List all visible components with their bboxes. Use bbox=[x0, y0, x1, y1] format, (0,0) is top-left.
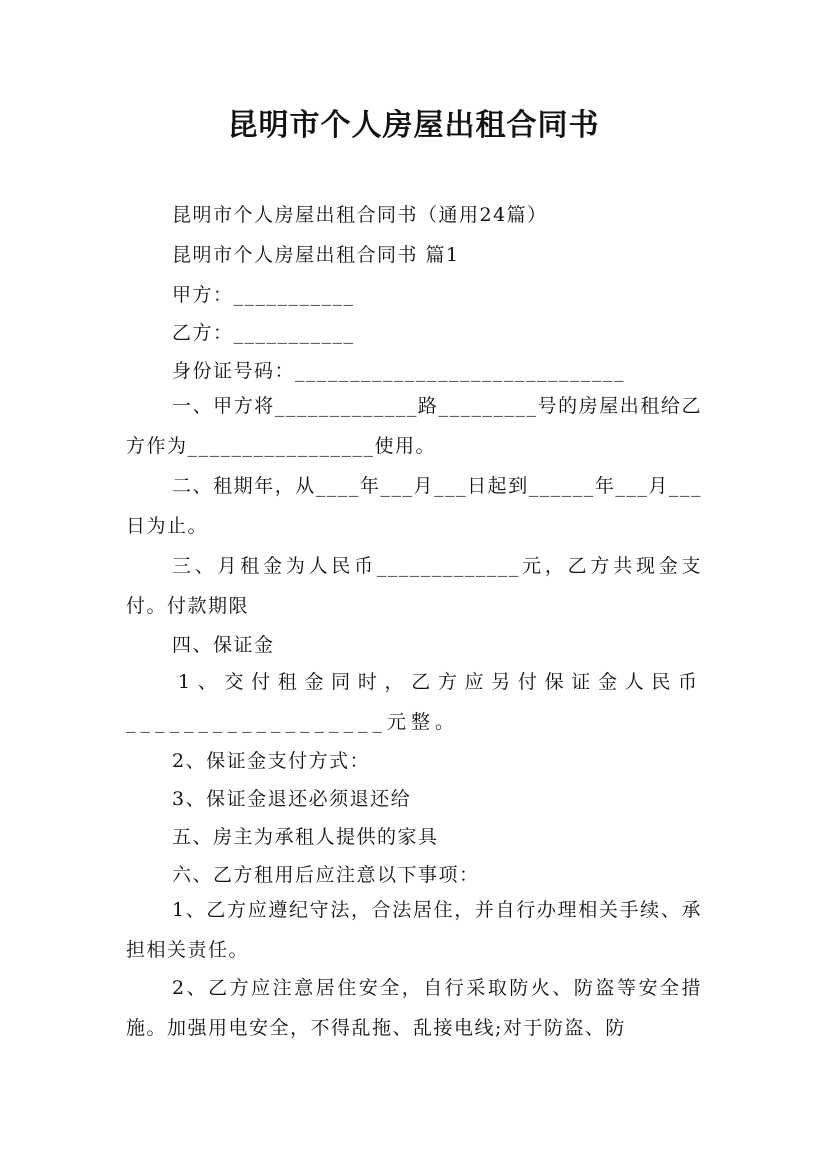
subtitle-line: 昆明市个人房屋出租合同书（通用24篇） bbox=[172, 204, 548, 226]
clause-4-heading: 四、保证金 bbox=[172, 634, 275, 656]
notice-item-2: 2、乙方应注意居住安全，自行采取防火、防盗等安全措施。加强用电安全，不得乱拖、乱接电线;对于防盗、防 bbox=[126, 977, 702, 1039]
notice-item-1: 1、乙方应遵纪守法，合法居住，并自行办理相关手续、承担相关责任。 bbox=[126, 899, 702, 961]
clause-1: 一、甲方将_____________路_________号的房屋出租给乙方作为_________________使用。 bbox=[126, 395, 702, 457]
party-b-line: 乙方：___________ bbox=[172, 322, 355, 344]
clause-2: 二、租期年，从____年___月___日起到______年___月___日为止。 bbox=[126, 475, 702, 537]
deposit-item-2: 2、保证金支付方式： bbox=[172, 750, 371, 772]
clause-5: 五、房主为承租人提供的家具 bbox=[172, 826, 439, 848]
id-number-line: 身份证号码：______________________________ bbox=[172, 360, 626, 382]
party-a-line: 甲方：___________ bbox=[172, 284, 355, 306]
section-heading: 昆明市个人房屋出租合同书 篇1 bbox=[172, 244, 460, 266]
clause-6-heading: 六、乙方租用后应注意以下事项： bbox=[172, 864, 480, 886]
document-title: 昆明市个人房屋出租合同书 bbox=[227, 108, 600, 143]
deposit-item-1: 1、交付租金同时，乙方应另付保证金人民币__________________元整。 bbox=[126, 671, 702, 733]
deposit-item-3: 3、保证金退还必须退还给 bbox=[172, 788, 412, 810]
clause-3: 三、月租金为人民币_____________元，乙方共现金支付。付款期限 bbox=[126, 555, 702, 617]
